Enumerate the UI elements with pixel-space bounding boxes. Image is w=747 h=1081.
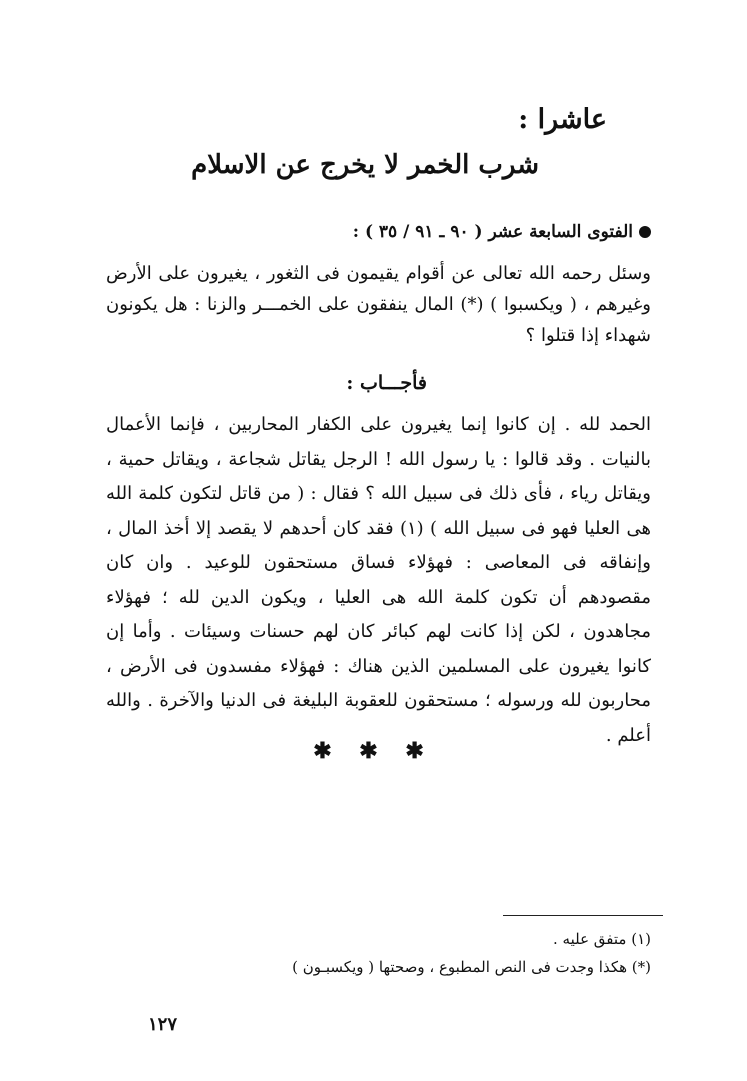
fatwa-header [353,222,651,242]
fatwa-label: الفتوى السابعة عشر ( ٩٠ ـ ٩١ / ٣٥ ) : [352,222,633,242]
answer-paragraph: الحمد لله . إن كانوا إنما يغيرون على الكفار المحاربين ، فإنما الأعمال بالنيات . وقد قالوا : يا رسول الله ! الرجل يقاتل شجاعة ، ويقاتل حمية ، ويقاتل رياء ، فأى ذلك فى سبيل الله ؟ فقال : ( من قاتل لتكون كلمة الله هى العليا فهو فى سبيل الله ) (١) فقد كان أحدهم لا يقصد إلا أخذ المال ، وإنفاقه فى المعاصى : فهؤلاء فساق مستحقون للوعيد . وان كان مقصودهم أن تكون كلمة الله هى العليا ، ويكون الدين لله ؛ فهؤلاء مجاهدون ، لكن إذا كانت لهم كبائر كان لهم حسنات وسيئات . وأما إن كانوا يغيرون على المسلمين الذين هناك : فهؤلاء مفسدون فى الأرض ، محاربون لله ورسوله ؛ مستحقون للعقوبة البليغة فى الدنيا والآخرة . والله أعلم . [106,414,651,746]
bullet-icon [639,226,651,238]
chapter-number: عاشرا : [518,104,607,135]
section-separator: ✱ ✱ ✱ [313,738,434,764]
chapter-title: شرب الخمر لا يخرج عن الاسلام [191,150,539,180]
question-paragraph: وسئل رحمه الله تعالى عن أقوام يقيمون فى الثغور ، يغيرون على الأرض وغيرهم ، ( ويكسبوا ) (*) المال ينفقون على الخمـــر والزنا : هل يكونون شهداء إذا قتلوا ؟ [106,263,651,346]
footnote-2: (*) هكذا وجدت فى النص المطبوع ، وصحتها ( ويكسبـون ) [292,958,651,976]
answer-heading: فأجـــاب : [346,372,427,394]
page-number: ١٢٧ [148,1014,178,1035]
footnote-divider [503,915,663,916]
footnote-1: (١) متفق عليه . [553,930,651,948]
